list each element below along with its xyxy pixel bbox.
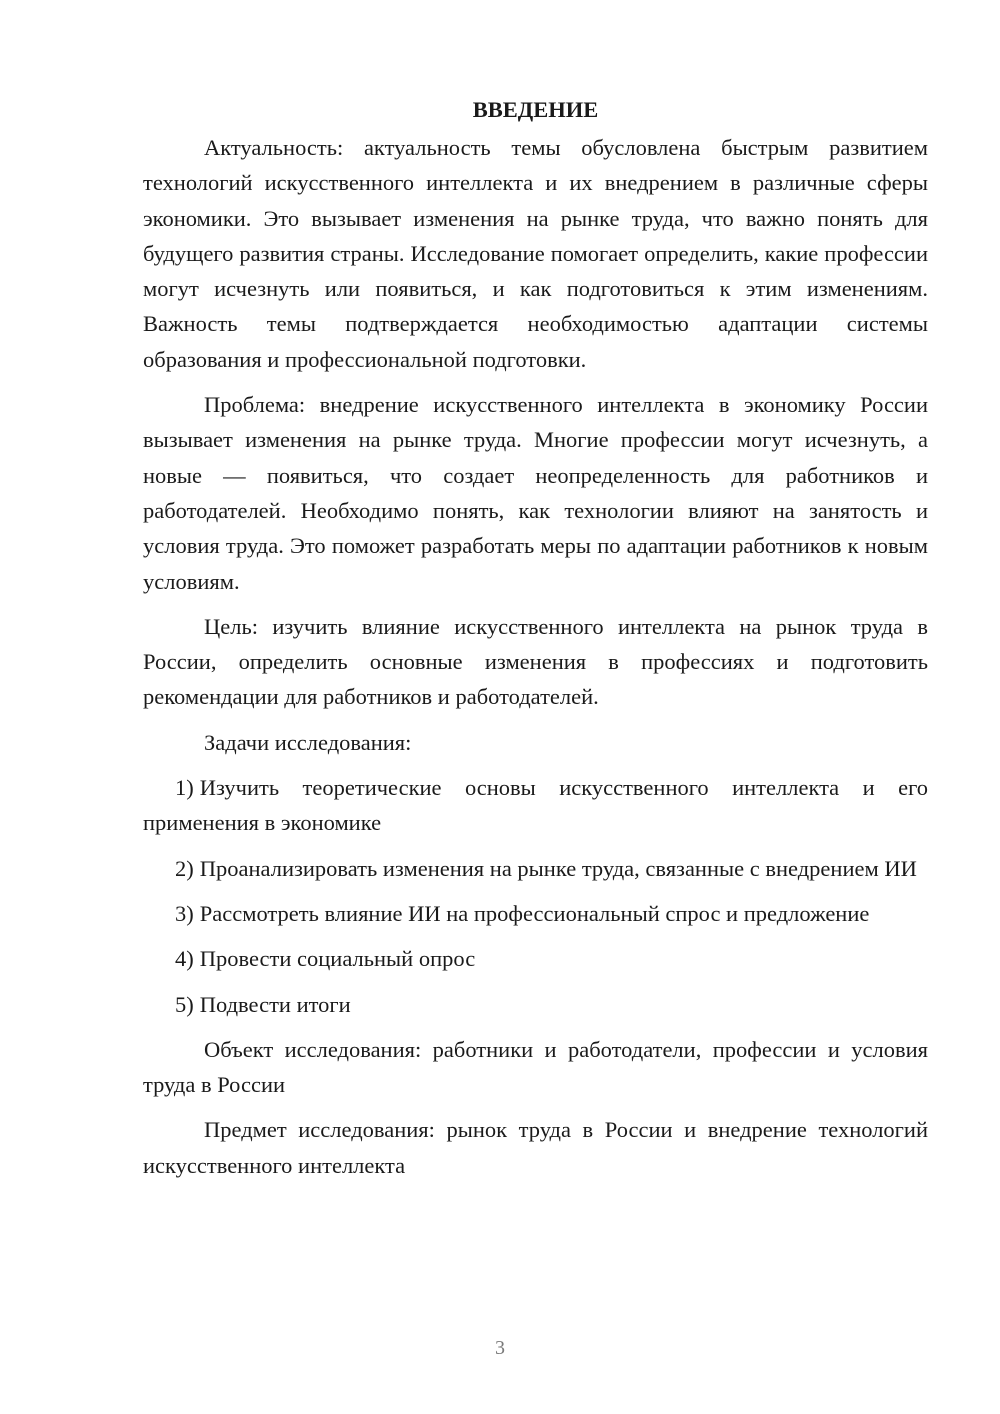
task-number: 2): [175, 855, 194, 881]
task-number: 5): [175, 991, 194, 1017]
page-content: [143, 92, 928, 1183]
tasks-intro: Задачи исследования:: [204, 729, 412, 755]
goal-paragraph: Цель: изучить влияние искусственного интеллекта на рынок труда в России, определить основные изменения в профессиях и подготовить рекомендации для работников и работодателей.: [143, 613, 928, 710]
problem-paragraph: Проблема: внедрение искусственного интеллекта в экономику России вызывает изменения на рынке труда. Многие профессии могут исчезнуть, а новые — появиться, что создает неопределенность для работников и работодателей. Необходимо понять, как технологии влияют на занятость и условия труда. Это поможет разработать меры по адаптации работников к новым условиям.: [143, 392, 928, 594]
task-item: [143, 987, 928, 1022]
task-item: [143, 851, 928, 886]
relevance-paragraph: Актуальность: актуальность темы обусловлена быстрым развитием технологий искусственного интеллекта и их внедрением в различные сферы экономики. Это вызывает изменения на рынке труда, что важно понять для будущего развития страны. Исследование помогает определить, какие профессии могут исчезнуть или появиться, и как подготовиться к этим изменениям. Важность темы подтверждается необходимостью адаптации системы образования и профессиональной подготовки.: [143, 135, 928, 372]
section-heading: ВВЕДЕНИЕ: [472, 97, 599, 122]
subject-paragraph: Предмет исследования: рынок труда в России и внедрение технологий искусственного интеллекта: [143, 1117, 928, 1178]
task-text: Провести социальный опрос: [199, 946, 476, 972]
task-item: [143, 770, 928, 841]
task-text: Изучить теоретические основы искусственного интеллекта и его применения в экономике: [143, 775, 928, 836]
task-text: Подвести итоги: [199, 991, 351, 1017]
task-number: 3): [175, 900, 194, 926]
page-number: 3: [495, 1337, 505, 1359]
task-text: Рассмотреть влияние ИИ на профессиональный спрос и предложение: [199, 900, 870, 926]
task-number: 1): [175, 775, 194, 801]
task-number: 4): [175, 946, 194, 972]
object-paragraph: Объект исследования: работники и работодатели, профессии и условия труда в России: [143, 1036, 928, 1098]
task-item: [143, 896, 928, 931]
task-item: [143, 941, 928, 976]
task-text: Проанализировать изменения на рынке труда, связанные с внедрением ИИ: [199, 855, 917, 881]
